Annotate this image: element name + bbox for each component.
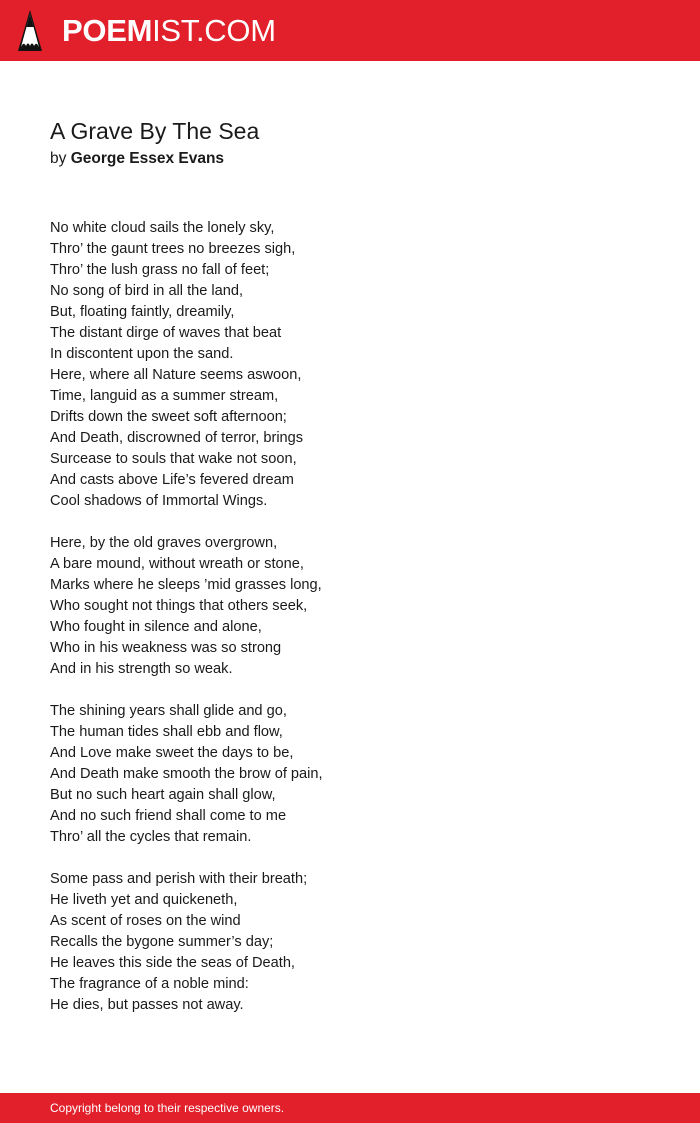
poem-line: And Death, discrowned of terror, brings xyxy=(50,430,304,446)
poem-line: In discontent upon the sand. xyxy=(50,346,234,362)
poem-line: And Death make smooth the brow of pain, xyxy=(50,766,323,782)
poem-line: Drifts down the sweet soft afternoon; xyxy=(50,409,287,425)
poem-line: He liveth yet and quickeneth, xyxy=(50,892,238,908)
poem-line: Thro’ all the cycles that remain. xyxy=(50,829,252,845)
poem-line: A bare mound, without wreath or stone, xyxy=(50,556,304,572)
poem-line: No white cloud sails the lonely sky, xyxy=(50,220,275,236)
poem-line: But, floating faintly, dreamily, xyxy=(50,304,235,320)
poem-line: Recalls the bygone summer’s day; xyxy=(50,934,274,950)
poem-line: And Love make sweet the days to be, xyxy=(50,745,294,761)
by-label: by xyxy=(50,150,67,167)
poem-line: Surcease to souls that wake not soon, xyxy=(50,451,297,467)
poem-line: He leaves this side the seas of Death, xyxy=(50,955,295,971)
stanza-2 xyxy=(50,533,650,680)
poem-line: Thro’ the gaunt trees no breezes sigh, xyxy=(50,241,296,257)
poem-line: And casts above Life’s fevered dream xyxy=(50,472,294,488)
poem-line: Here, by the old graves overgrown, xyxy=(50,535,278,551)
poem-line: Cool shadows of Immortal Wings. xyxy=(50,493,268,509)
site-logo-link[interactable] xyxy=(62,12,276,50)
stanza-3 xyxy=(50,701,650,848)
brand-name-light: IST.COM xyxy=(152,13,276,48)
poem-line: Here, where all Nature seems aswoon, xyxy=(50,367,302,383)
copyright-notice: Copyright belong to their respective owners. xyxy=(50,1101,285,1115)
poem-body xyxy=(50,218,650,1037)
poem-line: Thro’ the lush grass no fall of feet; xyxy=(50,262,270,278)
poem-line: And in his strength so weak. xyxy=(50,661,233,677)
poem-line: Some pass and perish with their breath; xyxy=(50,871,308,887)
author-name: George Essex Evans xyxy=(70,150,225,167)
stanza-1 xyxy=(50,218,650,512)
header-bar xyxy=(0,0,700,61)
pencil-icon xyxy=(18,10,42,51)
brand-name-bold: POEM xyxy=(62,13,153,48)
poem-line: Who in his weakness was so strong xyxy=(50,640,282,656)
poem-line: The distant dirge of waves that beat xyxy=(50,325,282,341)
poem-line: The shining years shall glide and go, xyxy=(50,703,287,719)
poem-line: The human tides shall ebb and flow, xyxy=(50,724,283,740)
poem-line: Time, languid as a summer stream, xyxy=(50,388,279,404)
poem-line: Marks where he sleeps ’mid grasses long, xyxy=(50,577,322,593)
byline xyxy=(50,148,224,170)
poem-line: Who sought not things that others seek, xyxy=(50,598,308,614)
poem-line: But no such heart again shall glow, xyxy=(50,787,276,803)
poem-line: He dies, but passes not away. xyxy=(50,997,244,1013)
poem-line: And no such friend shall come to me xyxy=(50,808,287,824)
footer-bar xyxy=(0,1093,700,1123)
poem-line: No song of bird in all the land, xyxy=(50,283,244,299)
poem-line: Who fought in silence and alone, xyxy=(50,619,262,635)
poem-title: A Grave By The Sea xyxy=(50,118,260,144)
poem-line: The fragrance of a noble mind: xyxy=(50,976,249,992)
poem-line: As scent of roses on the wind xyxy=(50,913,241,929)
stanza-4 xyxy=(50,869,650,1016)
